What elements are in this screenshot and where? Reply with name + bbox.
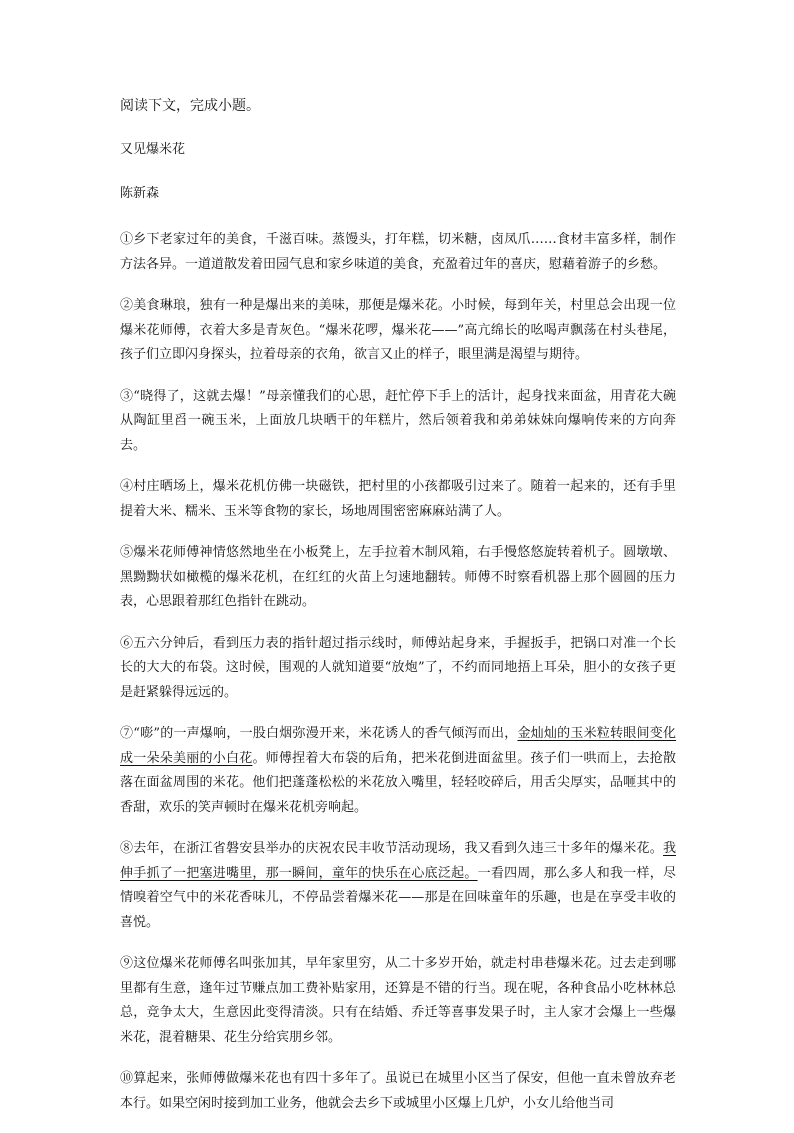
paragraph-text: 。师傅捏着大布袋的后角，把米花倒进面盆里。孩子们一哄而上，去抢散落在面盆周围的米花。他们把蓬蓬松松的米花放入嘴里，轻轻咬碎后，用舌尖厚实，品咂其中的香甜，欢乐的笑声顿时在爆米花机旁响起。 (120, 750, 676, 815)
paragraph-text: ⑤爆米花师傅神情悠然地坐在小板凳上，左手拉着木制风箱，右手慢悠悠旋转着机子。圆墩墩、黑黝黝状如橄榄的爆米花机，在红红的火苗上匀速地翻转。师傅不时察看机器上那个圆圆的压力表，心思跟着那红色指针在跳动。 (120, 545, 676, 609)
paragraph-1 (120, 228, 676, 277)
underlined-text: 我伸手抓了一把塞进嘴里，那一瞬间，童年的快乐在心底泛起。 (120, 841, 676, 881)
underlined-text: 金灿灿的玉米粒转眼间变化成一朵朵美丽的小白花 (120, 726, 676, 766)
paragraph-4 (120, 475, 676, 524)
paragraph-text: ⑥五六分钟后，看到压力表的指针超过指示线时，师傅站起身来，手握扳手，把锅口对准一个长长的大大的布袋。这时候，围观的人就知道要“放炮”了，不约而同地捂上耳朵，胆小的女孩子更是赶紧躲得远远的。 (120, 635, 676, 700)
paragraph-10 (120, 1067, 676, 1116)
document-content (120, 96, 676, 1133)
paragraph-text: ⑩算起来，张师傅做爆米花也有四十多年了。虽说已在城里小区当了保安，但他一直未曾放弃老本行。如果空闲时接到加工业务，他就会去乡下或城里小区爆上几炉，小女儿给他当司 (120, 1071, 676, 1111)
paragraph-text: ③“晓得了，这就去爆！”母亲懂我们的心思，赶忙停下手上的活计，起身找来面盆，用青花大碗从陶缸里舀一碗玉米，上面放几块晒干的年糕片，然后领着我和弟弟妹妹向爆响传来的方向奔去。 (120, 388, 676, 453)
paragraph-8 (120, 837, 676, 935)
paragraph-text: ②美食琳琅，独有一种是爆出来的美味，那便是爆米花。小时候，每到年关，村里总会出现一位爆米花师傅，衣着大多是青灰色。“爆米花啰，爆米花——”高亢绵长的吆喝声飘荡在村头巷尾，孩子们立即闪身探头，拉着母亲的衣角，欲言又止的样子，眼里满是渴望与期待。 (120, 298, 676, 362)
paragraph-7 (120, 722, 676, 820)
article-title: 又见爆米花 (120, 142, 186, 157)
paragraph-text: ⑨这位爆米花师傅名叫张加其，早年家里穷，从二十多岁开始，就走村串巷爆米花。过去走到哪里都有生意，逢年过节赚点加工费补贴家用，还算是不错的行当。现在呢，各种食品小吃林林总总，竞争太大，生意因此变得清淡。只有在结婚、乔迁等喜事发果子时，主人家才会爆上一些爆米花，混着糖果、花生分给宾朋乡邻。 (120, 956, 676, 1045)
paragraph-6 (120, 632, 676, 706)
paragraph-text: ④村庄晒场上，爆米花机仿佛一块磁铁，把村里的小孩都吸引过来了。随着一起来的，还有手里提着大米、糯米、玉米等食物的家长，场地周围密密麻麻站满了人。 (120, 479, 676, 519)
article-author: 陈新森 (120, 186, 160, 201)
paragraph-text: 一看四周，那么多人和我一样，尽情嗅着空气中的米花香味儿，不停品尝着爆米花——那是在回味童年的乐趣，也是在享受丰收的喜悦。 (120, 865, 676, 930)
paragraph-text: ⑧去年，在浙江省磐安县举办的庆祝农民丰收节活动现场，我又看到久违三十多年的爆米花。 (120, 841, 663, 856)
paragraph-9 (120, 952, 676, 1050)
article-body (120, 228, 676, 1116)
paragraph-2 (120, 294, 676, 368)
paragraph-text: ⑦“嘭”的一声爆响，一股白烟弥漫开来，米花诱人的香气倾泻而出， (120, 726, 518, 741)
paragraph-text: ①乡下老家过年的美食，千滋百味。蒸馒头，打年糕，切米糖，卤凤爪……食材丰富多样，制作方法各异。一道道散发着田园气息和家乡味道的美食，充盈着过年的喜庆，慰藉着游子的乡愁。 (120, 232, 676, 272)
instruction-text: 阅读下文，完成小题。 (120, 98, 260, 114)
paragraph-3 (120, 385, 676, 459)
paragraph-5 (120, 541, 676, 615)
